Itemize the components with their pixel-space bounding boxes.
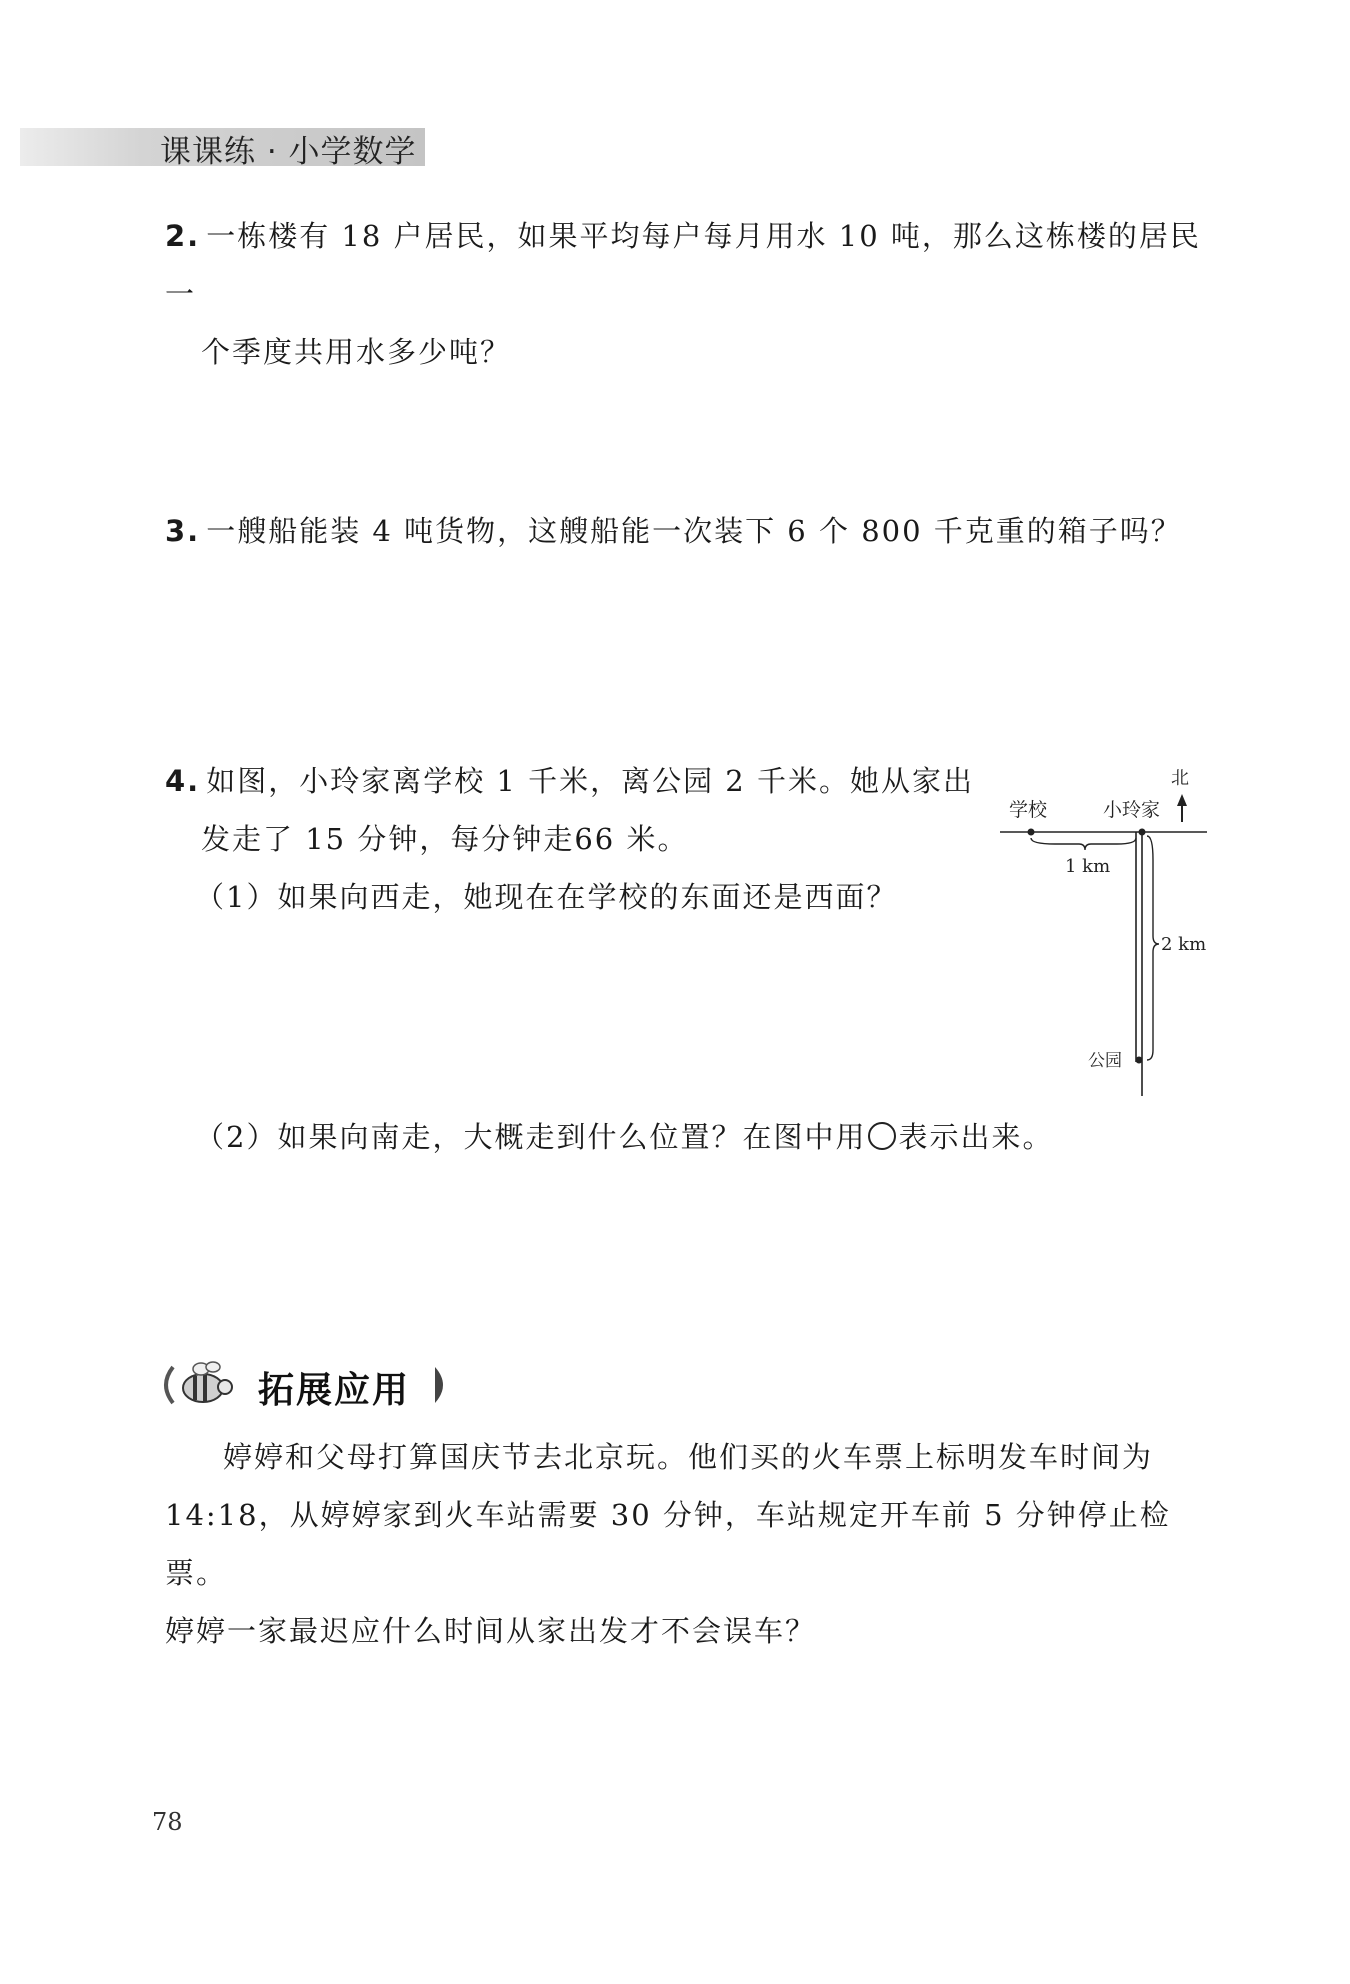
west-distance-brace (1031, 838, 1136, 850)
extension-text-line: 婷婷和父母打算国庆节去北京玩。他们买的火车票上标明发车时间为 (223, 1440, 1154, 1474)
badge-left-bracket-icon (166, 1367, 173, 1403)
south-distance-brace (1147, 836, 1159, 1060)
circle-symbol-icon (868, 1122, 896, 1150)
question-number: 3. (165, 514, 201, 548)
question-text: 一栋楼有 18 户居民，如果平均每户每月用水 10 吨，那么这栋楼的居民一 (165, 219, 1201, 311)
home-label: 小玲家 (1103, 799, 1161, 821)
north-arrow-head-icon (1177, 794, 1187, 806)
page-number: 78 (152, 1808, 183, 1836)
question-3 (165, 502, 1225, 560)
park-point (1136, 1057, 1143, 1064)
badge-right-bracket-icon (435, 1367, 443, 1403)
extension-text-line: 婷婷一家最迟应什么时间从家出发才不会误车？ (165, 1614, 817, 1648)
question-number: 4. (165, 764, 201, 798)
bee-wing-icon (206, 1362, 220, 1372)
section-title: 拓展应用 (258, 1370, 411, 1411)
bee-head-icon (218, 1380, 232, 1394)
extension-problem (165, 1428, 1225, 1660)
park-label: 公园 (1088, 1051, 1122, 1071)
north-label: 北 (1171, 768, 1189, 789)
question-text: 发走了 15 分钟，每分钟走66 米。 (201, 822, 689, 856)
sub-question-2-text-end: 表示出来。 (898, 1120, 1054, 1154)
question-text: 一艘船能装 4 吨货物，这艘船能一次装下 6 个 800 千克重的箱子吗？ (206, 514, 1182, 548)
school-point (1028, 829, 1035, 836)
question-text: 如图，小玲家离学校 1 千米，离公园 2 千米。她从家出 (206, 764, 974, 798)
route-map-diagram (995, 760, 1235, 1100)
extension-text-line: 14:18，从婷婷家到火车站需要 30 分钟，车站规定开车前 5 分钟停止检票。 (165, 1498, 1171, 1590)
school-label: 学校 (1009, 799, 1048, 821)
question-4 (165, 752, 995, 926)
page-header-title: 课课练 · 小学数学 (160, 134, 417, 170)
sub-question-2-text: （2）如果向南走，大概走到什么位置？在图中用 (195, 1120, 867, 1154)
south-distance-label: 2 km (1161, 934, 1207, 955)
sub-question-2 (195, 1108, 1195, 1166)
sub-question-1: （1）如果向西走，她现在在学校的东面还是西面？ (195, 880, 898, 914)
question-number: 2. (165, 219, 201, 253)
question-2 (165, 207, 1225, 381)
west-distance-label: 1 km (1065, 856, 1111, 877)
question-text: 个季度共用水多少吨？ (201, 335, 512, 369)
